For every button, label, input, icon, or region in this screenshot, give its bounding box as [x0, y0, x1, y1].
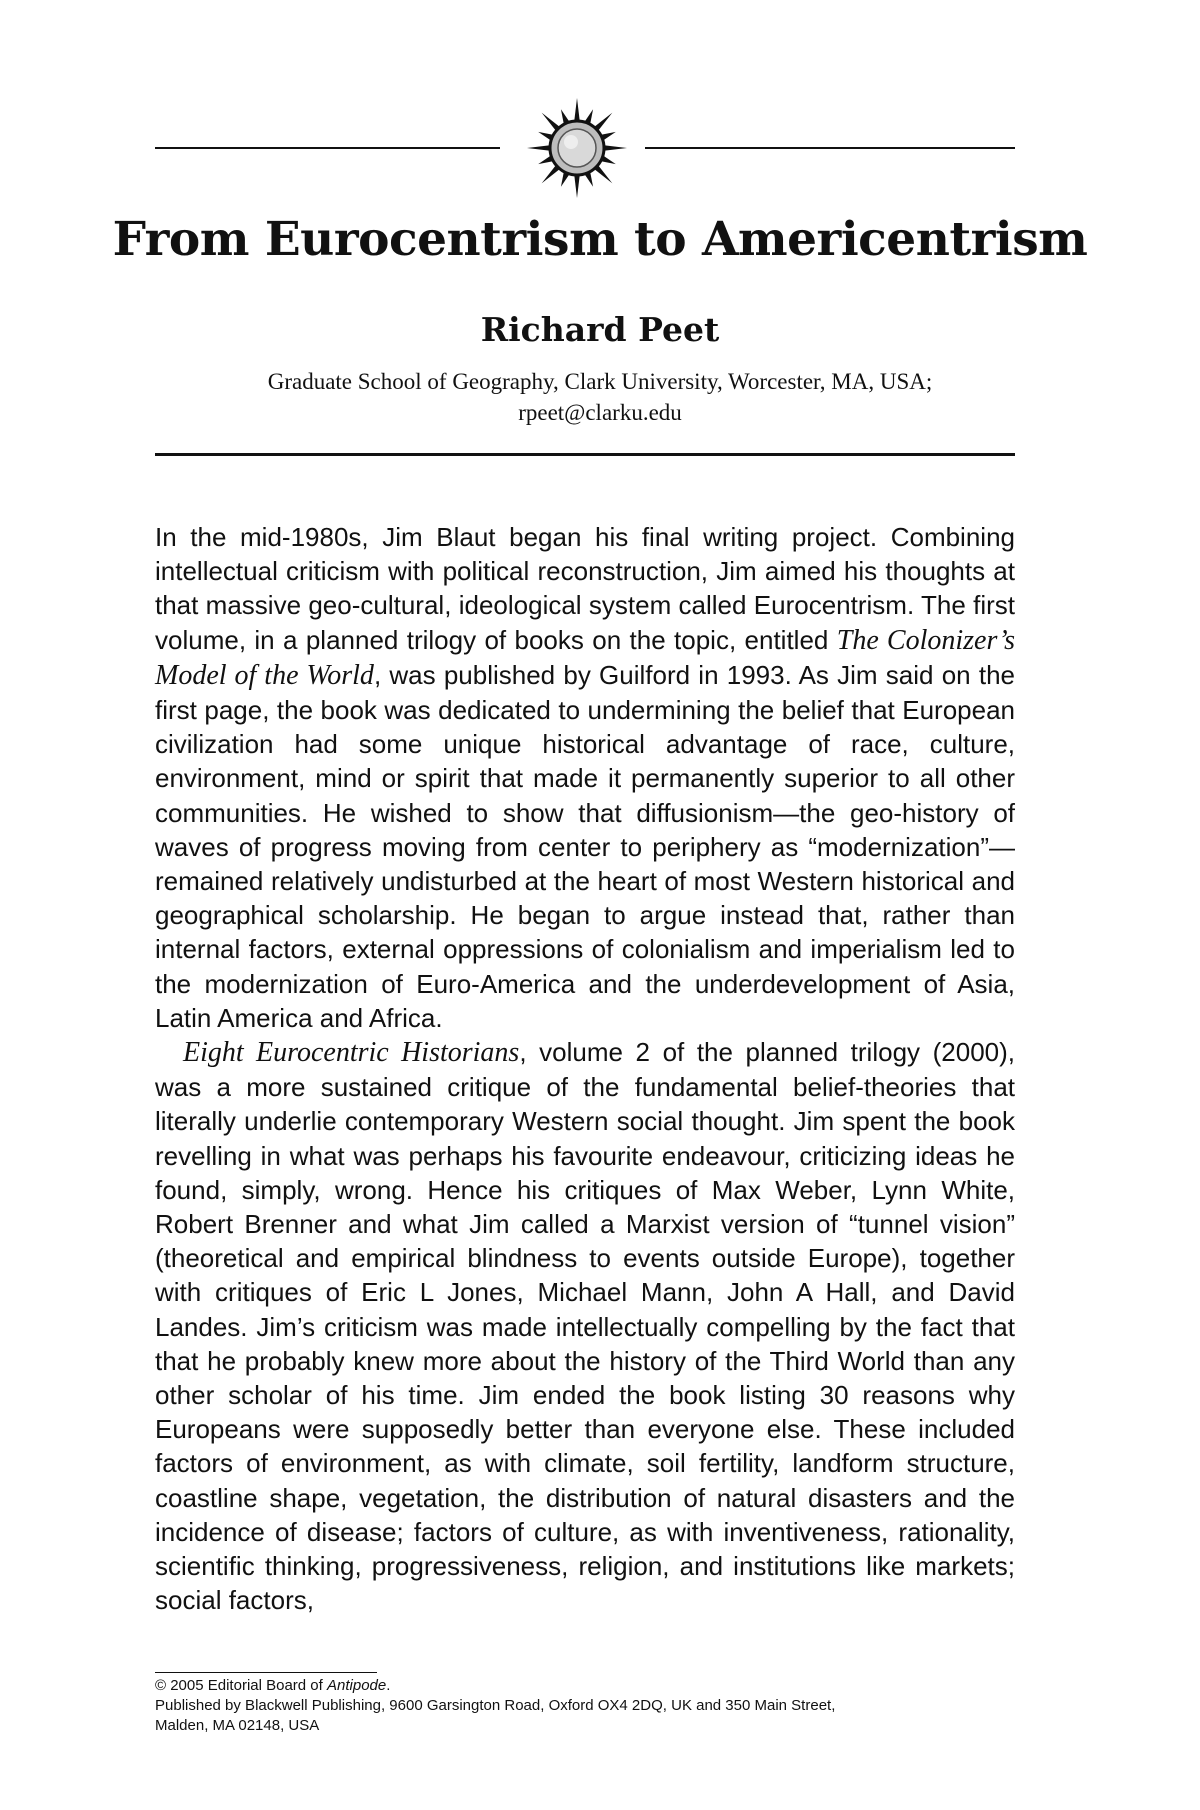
article-title: From Eurocentrism to Americentrism	[112, 212, 1088, 267]
paragraph-1-text-a: In the mid-1980s, Jim Blaut began his final writing project. Combining intellectual criticism with political reconstruction, Jim aimed his thoughts at that massive geo-cultural, ideological system called Eurocentrism. The first volume, in a planned trilogy of books on the topic, entitled	[155, 522, 1015, 655]
author-email: rpeet@clarku.edu	[518, 400, 682, 425]
author-affiliation	[0, 366, 1200, 428]
publisher-line-1: Published by Blackwell Publishing, 9600 Garsington Road, Oxford OX4 2DQ, UK and 350 Main Street,	[155, 1697, 836, 1714]
ornament-right-rule	[645, 147, 1015, 149]
journal-name: Antipode	[327, 1677, 387, 1694]
paragraph-1	[155, 520, 1015, 1035]
copyright-period: .	[386, 1677, 391, 1694]
book-title-colonizers-model: The Colonizer’s Model of the World	[155, 624, 1015, 691]
book-title-eight-historians: Eight Eurocentric Historians	[183, 1037, 520, 1069]
publisher-line-2: Malden, MA 02148, USA	[155, 1717, 320, 1734]
paragraph-2	[155, 1035, 1015, 1617]
author-name: Richard Peet	[480, 310, 720, 349]
page-footer	[155, 1676, 1015, 1736]
footnote-divider	[155, 1672, 377, 1673]
copyright-line	[155, 1676, 1015, 1696]
ornament-left-rule	[155, 147, 500, 149]
header-ornament	[155, 96, 1015, 200]
title-divider	[155, 453, 1015, 456]
paragraph-1-text-b: , was published by Guilford in 1993. As Jim said on the first page, the book was dedicated to undermining the belief that European civilization had some unique historical advantage of race, culture, environment, mind or spirit that made it permanently superior to all other communities. He wished to show that diffusionism—the geo-history of waves of progress moving from center to periphery as “modernization”—remained relatively undisturbed at the heart of most Western historical and geographical scholarship. He began to argue instead that, rather than internal factors, external oppressions of colonialism and imperialism led to the modernization of Euro-America and the underdevelopment of Asia, Latin America and Africa.	[155, 659, 1015, 1033]
sun-ornament-icon	[525, 96, 629, 200]
paragraph-2-text: , volume 2 of the planned trilogy (2000), was a more sustained critique of the fundamental belief-theories that literally underlie contemporary Western social thought. Jim spent the book revelling in what was perhaps his favourite endeavour, criticizing ideas he found, simply, wrong. Hence his critiques of Max Weber, Lynn White, Robert Brenner and what Jim called a Marxist version of “tunnel vision” (theoretical and empirical blindness to events outside Europe), together with critiques of Eric L Jones, Michael Mann, John A Hall, and David Landes. Jim’s criticism was made intellectually compelling by the fact that that he probably knew more about the history of the Third World than any other scholar of his time. Jim ended the book listing 30 reasons why Europeans were supposedly better than everyone else. These included factors of environment, as with climate, soil fertility, landform structure, coastline shape, vegetation, the distribution of natural disasters and the incidence of disease; factors of culture, as with inventiveness, rationality, scientific thinking, progressiveness, religion, and institutions like markets; social factors,	[155, 1037, 1015, 1616]
affiliation-line: Graduate School of Geography, Clark University, Worcester, MA, USA;	[267, 369, 933, 394]
copyright-text: © 2005 Editorial Board of	[155, 1677, 327, 1694]
article-body	[155, 520, 1015, 1618]
